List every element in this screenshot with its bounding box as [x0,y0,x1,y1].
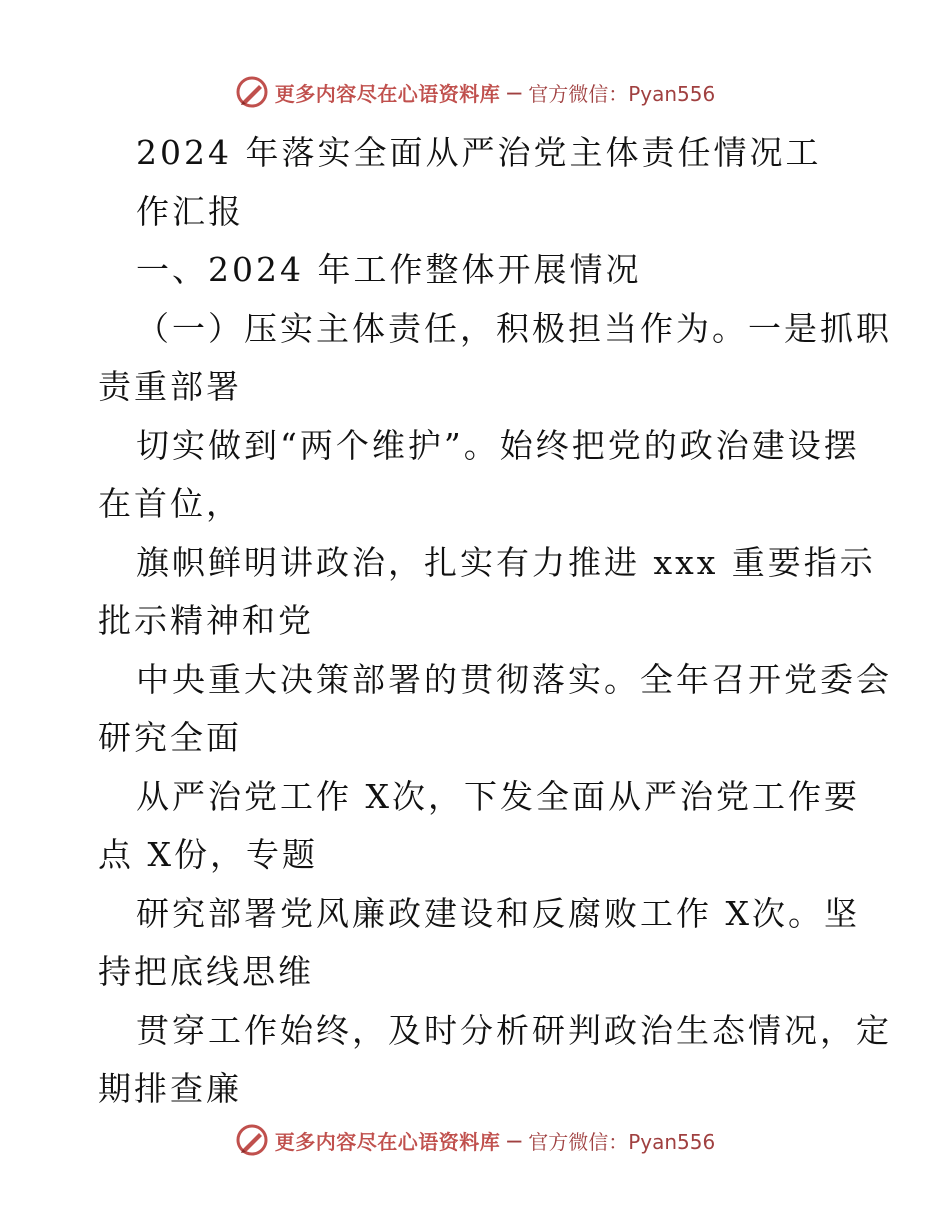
document-line: 点 X份，专题 [98,835,318,874]
watermark-sub-text: 官方微信：Pyan556 [528,1129,716,1154]
document-line: 旗帜鲜明讲政治，扎实有力推进 xxx 重要指示 [136,542,876,582]
pen-logo-icon [235,1123,269,1157]
document-line: 责重部署 [98,367,242,406]
watermark-dash: — [506,1130,523,1150]
document-line: 贯穿工作始终，及时分析研判政治生态情况，定 [136,1010,892,1050]
document-line: 在首位， [98,484,242,523]
document-line: 中央重大决策部署的贯彻落实。全年召开党委会 [136,659,892,699]
watermark-header [0,72,950,112]
watermark-dash: — [506,82,523,102]
watermark-main-text: 更多内容尽在心语资料库 [274,1129,501,1154]
watermark-main-text: 更多内容尽在心语资料库 [274,81,501,106]
document-line: 2024 年落实全面从严治党主体责任情况工 [136,133,822,172]
document-body [98,124,892,1119]
document-line: 研究部署党风廉政建设和反腐败工作 X次。坚 [136,893,860,933]
document-line: 从严治党工作 X次，下发全面从严治党工作要 [136,776,860,816]
document-line: 期排查廉 [98,1069,242,1108]
document-line: 作汇报 [136,191,244,231]
document-line: 切实做到“两个维护”。始终把党的政治建设摆 [136,425,860,465]
document-line: 持把底线思维 [98,952,314,991]
document-line: 研究全面 [98,718,242,757]
document-line: 一、2024 年工作整体开展情况 [136,250,642,289]
pen-logo-icon [235,75,269,109]
document-line: （一）压实主体责任，积极担当作为。一是抓职 [136,308,892,348]
watermark-sub-text: 官方微信：Pyan556 [528,81,716,106]
document-line: 批示精神和党 [98,601,314,640]
watermark-footer [0,1120,950,1160]
